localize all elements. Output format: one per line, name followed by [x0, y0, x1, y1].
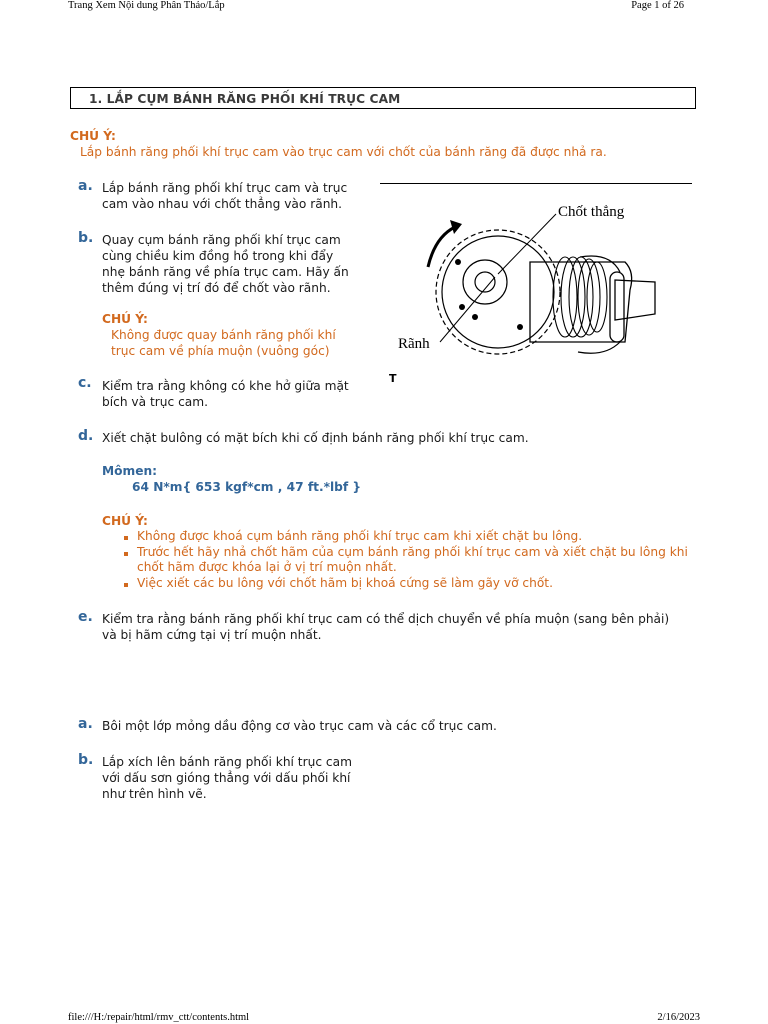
step-letter-e: e. [78, 609, 93, 625]
step-b-text [102, 232, 349, 296]
text-line: trục cam về phía muộn (vuông góc) [111, 344, 330, 358]
step-d-text [102, 430, 529, 446]
list-item: Việc xiết các bu lông với chốt hãm bị khoá cứng sẽ làm gãy vỡ chốt. [121, 576, 701, 592]
list-item: Không được khoá cụm bánh răng phối khí trục cam khi xiết chặt bu lông. [121, 529, 701, 545]
sprocket-hub [463, 260, 507, 304]
step-a-text [102, 180, 347, 212]
text-line: Quay cụm bánh răng phối khí trục cam [102, 233, 341, 247]
step-letter-d: d. [78, 428, 94, 444]
note-label: CHÚ Ý: [102, 514, 148, 528]
text-line: Xiết chặt bulông có mặt bích khi cố định bánh răng phối khí trục cam. [102, 431, 529, 445]
step-letter-b: b. [78, 230, 94, 246]
page-footer-date: 2/16/2023 [657, 1012, 700, 1023]
note-label: CHÚ Ý: [70, 129, 116, 143]
page-footer-path: file:///H:/repair/html/rmv_ctt/contents.html [68, 1012, 250, 1023]
text-line: nhẹ bánh răng về phía trục cam. Hãy ấn [102, 265, 349, 279]
step-letter-b2: b. [78, 752, 94, 768]
text-line: thêm đúng vị trí đó để chốt vào rãnh. [102, 281, 331, 295]
text-line: Không được quay bánh răng phối khí [111, 328, 336, 342]
step-letter-a: a. [78, 178, 93, 194]
shaft-collar [610, 272, 624, 342]
note-text [111, 327, 336, 359]
figure-t-mark: T [389, 372, 397, 385]
step-e-text [102, 611, 669, 643]
step-b2-text [102, 754, 352, 802]
text-line: cam vào nhau với chốt thẳng vào rãnh. [102, 197, 343, 211]
step-letter-c: c. [78, 375, 92, 391]
arrow-head-icon [450, 220, 462, 234]
text-line: với dấu sơn gióng thẳng với dấu phối khí [102, 771, 351, 785]
text-line: cùng chiều kim đồng hồ trong khi đẩy [102, 249, 334, 263]
list-item: Trước hết hãy nhả chốt hãm của cụm bánh răng phối khí trục cam và xiết chặt bu lông khi chốt hãm được khóa lại ở vị trí muộn nhất. [121, 545, 701, 576]
step-letter-a2: a. [78, 716, 93, 732]
groove-label: Rãnh [398, 336, 430, 352]
text-line: Kiểm tra rằng bánh răng phối khí trục cam có thể dịch chuyển về phía muộn (sang bên phải) [102, 612, 670, 626]
pin-label: Chốt thẳng [558, 204, 625, 220]
page-number: Page 1 of 26 [631, 0, 684, 11]
text-line: và bị hãm cứng tại vị trí muộn nhất. [102, 628, 322, 642]
note-bullet-list [121, 529, 701, 591]
shaft-rings [553, 257, 607, 337]
sprocket-body [442, 236, 554, 348]
sprocket-teeth [436, 230, 560, 354]
shaft-outline [530, 262, 632, 342]
torque-value: 64 N*m{ 653 kgf*cm , 47 ft.*lbf } [132, 480, 362, 494]
note-text: Lắp bánh răng phối khí trục cam vào trục cam với chốt của bánh răng đã được nhả ra. [80, 145, 607, 159]
text-line: Lắp bánh răng phối khí trục cam và trục [102, 181, 348, 195]
shaft-end [615, 280, 655, 320]
text-line: Bôi một lớp mỏng dầu động cơ vào trục cam và các cổ trục cam. [102, 719, 497, 733]
section-title: 1. LẮP CỤM BÁNH RĂNG PHỐI KHÍ TRỤC CAM [89, 92, 401, 106]
text-line: bích và trục cam. [102, 395, 208, 409]
torque-label: Mômen: [102, 464, 158, 478]
text-line: Lắp xích lên bánh răng phối khí trục cam [102, 755, 352, 769]
section-title-box [70, 87, 696, 109]
page-header-title: Trang Xem Nội dung Phân Thảo/Lắp [68, 0, 225, 11]
step-a2-text [102, 718, 497, 734]
note-label: CHÚ Ý: [102, 312, 148, 326]
step-c-text [102, 378, 349, 410]
text-line: Kiểm tra rằng không có khe hở giữa mặt [102, 379, 349, 393]
figure-top-rule [380, 183, 692, 184]
text-line: như trên hình vẽ. [102, 787, 207, 801]
